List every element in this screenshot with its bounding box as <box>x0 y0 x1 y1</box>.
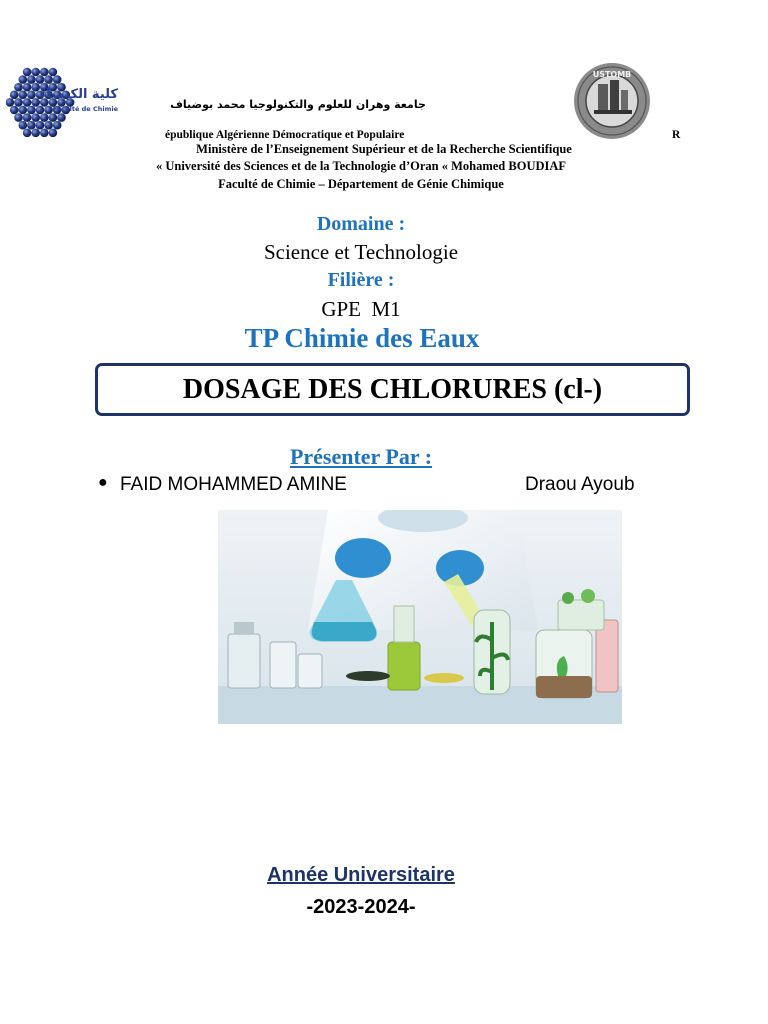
faculty-line: Faculté de Chimie – Département de Génie Chimique <box>218 177 504 191</box>
author-name: FAID MOHAMMED AMINE <box>120 474 347 495</box>
filiere-label: Filière : <box>327 269 395 291</box>
tp-title: TP Chimie des Eaux <box>244 323 480 353</box>
document-title-box <box>95 363 690 416</box>
filiere-value: GPE M1 <box>321 297 401 321</box>
university-arabic-name: جامعة وهران للعلوم والتكنولوجيا محمد بوضياف <box>170 98 426 111</box>
document-title: DOSAGE DES CHLORURES (cl-) <box>182 373 603 405</box>
republic-line: épublique Algérienne Démocratique et Populaire <box>165 129 405 141</box>
author-row <box>0 474 768 498</box>
logo-arabic-text: كلية الكيمياء <box>39 87 118 102</box>
faculty-logo <box>6 64 124 142</box>
university-line: « Université des Sciences et de la Technologie d’Oran « Mohamed BOUDIAF <box>155 159 567 173</box>
lab-photo <box>218 510 622 724</box>
domaine-label: Domaine : <box>316 213 406 235</box>
republic-suffix: R <box>672 129 681 141</box>
ministry-line: Ministère de l’Enseignement Supérieur et de la Recherche Scientifique <box>196 142 572 156</box>
domaine-value: Science et Technologie <box>263 240 459 264</box>
presenter-label: Présenter Par : <box>289 444 433 469</box>
author-name: Draou Ayoub <box>525 474 635 495</box>
logo-latin-text: Faculté de Chimie <box>52 105 118 113</box>
academic-year-label: Année Universitaire <box>267 864 455 886</box>
bullet-icon: ● <box>98 474 108 491</box>
academic-year-value: -2023-2024- <box>306 896 416 918</box>
logo-acronym: USTOMB <box>592 70 632 79</box>
university-logo <box>564 62 660 140</box>
